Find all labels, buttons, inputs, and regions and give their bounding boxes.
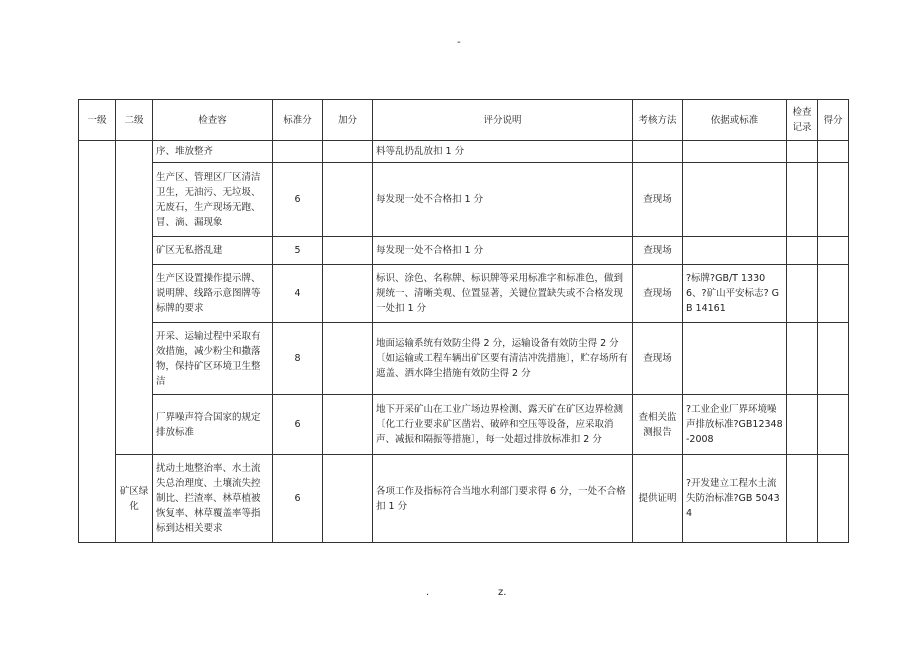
criteria-cell: 每发现一处不合格扣 1 分: [373, 163, 633, 237]
bonus-cell: [323, 265, 373, 323]
basis-cell: [683, 141, 787, 163]
table-row: [79, 395, 849, 455]
header-level2: 二级: [116, 100, 153, 141]
record-cell: [787, 141, 818, 163]
score-cell: [818, 237, 849, 265]
table-row: [79, 141, 849, 163]
criteria-cell: 地面运输系统有效防尘得 2 分，运输设备有效防尘得 2 分〔如运输或工程车辆出矿区要有清洁冲洗措施〕，贮存场所有遮盖、洒水降尘措施有效防尘得 2 分: [373, 323, 633, 395]
standard-score-cell: 6: [273, 395, 323, 455]
criteria-cell: 每发现一处不合格扣 1 分: [373, 237, 633, 265]
bonus-cell: [323, 237, 373, 265]
method-cell: 查相关监测报告: [633, 395, 683, 455]
basis-cell: [683, 323, 787, 395]
page-bottom-mark-right: z.: [498, 587, 507, 598]
level2-cell: 矿区绿化: [116, 455, 153, 543]
criteria-cell: 料等乱扔乱放扣 1 分: [373, 141, 633, 163]
bonus-cell: [323, 455, 373, 543]
header-content: 检查容: [153, 100, 273, 141]
content-cell: 矿区无私搭乱建: [153, 237, 273, 265]
score-cell: [818, 163, 849, 237]
basis-cell: ?开发建立工程水土流失防治标准?GB 50434: [683, 455, 787, 543]
header-basis: 依据或标准: [683, 100, 787, 141]
inspection-table: [78, 99, 849, 543]
score-cell: [818, 265, 849, 323]
standard-score-cell: 8: [273, 323, 323, 395]
bonus-cell: [323, 141, 373, 163]
level1-cell: [79, 141, 116, 543]
header-standard-score: 标准分: [273, 100, 323, 141]
method-cell: 查现场: [633, 163, 683, 237]
bonus-cell: [323, 395, 373, 455]
content-cell: 生产区设置操作提示牌、说明牌、线路示意图牌等标牌的要求: [153, 265, 273, 323]
record-cell: [787, 455, 818, 543]
content-cell: 生产区、管理区厂区清洁卫生，无油污、无垃圾、无废石，生产现场无跑、冒、滴、漏现象: [153, 163, 273, 237]
record-cell: [787, 323, 818, 395]
score-cell: [818, 141, 849, 163]
method-cell: 查现场: [633, 323, 683, 395]
content-cell: 厂界噪声符合国家的规定排放标准: [153, 395, 273, 455]
basis-cell: ?标牌?GB/T 13306、?矿山平安标志? GB 14161: [683, 265, 787, 323]
level2-cell: [116, 141, 153, 455]
header-row: [79, 100, 849, 141]
standard-score-cell: 4: [273, 265, 323, 323]
method-cell: 提供证明: [633, 455, 683, 543]
record-cell: [787, 395, 818, 455]
header-level1: 一级: [79, 100, 116, 141]
basis-cell: [683, 237, 787, 265]
content-cell: 扰动土地整治率、水土流失总治理度、土壤流失控制比、拦渣率、林草植被恢复率、林草覆盖率等指标到达相关要求: [153, 455, 273, 543]
score-cell: [818, 455, 849, 543]
score-cell: [818, 323, 849, 395]
basis-cell: ?工业企业厂界环境噪声排放标准?GB12348-2008: [683, 395, 787, 455]
table-row: [79, 265, 849, 323]
record-cell: [787, 237, 818, 265]
method-cell: 查现场: [633, 237, 683, 265]
page-top-mark: -: [457, 37, 461, 48]
criteria-cell: 各项工作及指标符合当地水利部门要求得 6 分，一处不合格扣 1 分: [373, 455, 633, 543]
record-cell: [787, 163, 818, 237]
score-cell: [818, 395, 849, 455]
criteria-cell: 地下开采矿山在工业广场边界检测、露天矿在矿区边界检测〔化工行业要求矿区凿岩、破碎和空压等设备，应采取消声、减振和隔振等措施〕，每一处超过排放标准扣 2 分: [373, 395, 633, 455]
bonus-cell: [323, 323, 373, 395]
standard-score-cell: 5: [273, 237, 323, 265]
basis-cell: [683, 163, 787, 237]
standard-score-cell: 6: [273, 455, 323, 543]
table-row: [79, 237, 849, 265]
content-cell: 序、堆放整齐: [153, 141, 273, 163]
record-cell: [787, 265, 818, 323]
standard-score-cell: 6: [273, 163, 323, 237]
header-score: 得分: [818, 100, 849, 141]
criteria-cell: 标识、涂色、名称牌、标识牌等采用标准字和标准色，做到规统一、清晰美观、位置显著，关键位置缺失或不合格发现一处扣 1 分: [373, 265, 633, 323]
standard-score-cell: [273, 141, 323, 163]
bonus-cell: [323, 163, 373, 237]
header-bonus: 加分: [323, 100, 373, 141]
method-cell: [633, 141, 683, 163]
content-cell: 开采、运输过程中采取有效措施，减少粉尘和撒落物，保持矿区环境卫生整洁: [153, 323, 273, 395]
table-row: [79, 163, 849, 237]
header-method: 考核方法: [633, 100, 683, 141]
page-bottom-mark-left: .: [426, 587, 430, 598]
table-row: [79, 323, 849, 395]
method-cell: 查现场: [633, 265, 683, 323]
table-row: [79, 455, 849, 543]
header-record: 检查记录: [787, 100, 818, 141]
header-criteria: 评分说明: [373, 100, 633, 141]
